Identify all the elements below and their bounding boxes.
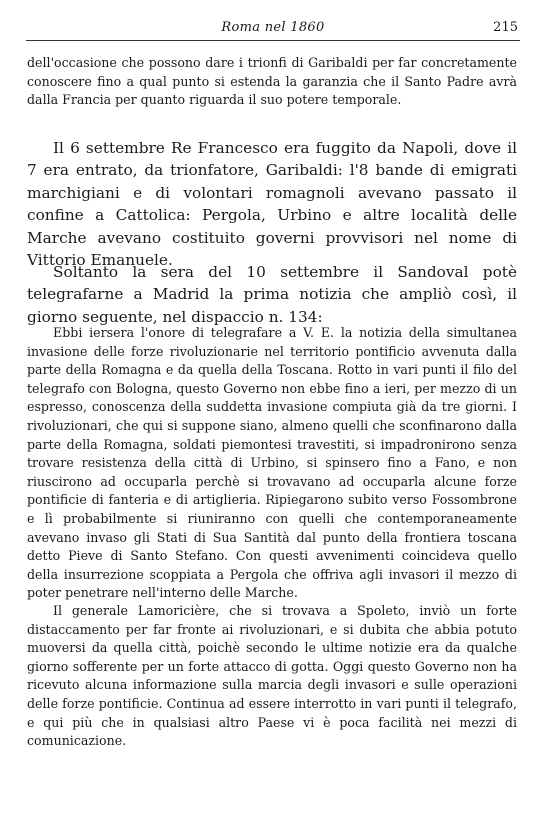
paragraph-text: Ebbi iersera l'onore di telegrafare a V. E. la notizia della simultanea invasione delle forze rivoluzionarie nel territorio pontificio avvenuta dalla parte della Romagna e da quella della Toscana. Rotto in vari punti il filo del telegrafo con Bologna, questo Governo non ebbe fino a ieri, per mezzo di un espresso, conoscenza della suddetta invasione compiuta già da tre giorni. I rivoluzionari, che qui si suppone siano, almeno quelli che sconfinarono dalla parte della Romagna, soldati piemontesi travestiti, si impadronirono senza trovare resistenza della città di Urbino, si spinsero fino a Fano, e non riuscirono ad occuparla perchè si trovavano ad occuparla alcune forze pontificie di fanteria e di artiglieria. Ripiegarono subito verso Fossombrone e lì probabilmente si riuniranno con quelli che contemporaneamente avevano invaso gli Stati di Sua Santità dal punto della frontiera toscana detto Pieve di Santo Stefano. Con questi avvenimenti coincideva quello della insurrezione scoppiata a Pergola che offriva agli invasori il mezzo di poter penetrare nell'interno delle Marche. <box>27 325 517 601</box>
paragraph-text: Il generale Lamoricière, che si trovava a Spoleto, inviò un forte distaccamento per far fronte ai rivoluzionari, e si dubita che abbia potuto muoversi da quella città, poichè secondo le ultime notizie era da qualche giorno sofferente per un forte attacco di gotta. Oggi questo Governo non ha ricevuto alcuna informazione sulla marcia degli invasori e sulle operazioni delle forze pontificie. Continua ad essere interrotto in vari punti il telegrafo, e qui più che in qualsiasi altro Paese vi è poca facilità nei mezzi di comunicazione. <box>27 603 517 749</box>
page-number: 215 <box>493 20 518 35</box>
dispatch-quote-paragraph <box>27 324 517 603</box>
dispatch-quote-paragraph <box>27 602 517 751</box>
paragraph-text: Il 6 settembre Re Francesco era fuggito da Napoli, dove il 7 era entrato, da trionfatore, Garibaldi: l'8 bande di emigrati marchigiani e di volontari romagnoli avevano passato il confine a Cattolica: Pergola, Urbino e altre località delle Marche avevano costituito governi provvisori nel nome di Vittorio Emanuele. <box>27 139 517 270</box>
paragraph-text: Soltanto la sera del 10 settembre il Sandoval potè telegrafarne a Madrid la prima notizia che ampliò così, il giorno seguente, nel dispaccio n. 134: <box>27 263 517 326</box>
paragraph-text: dell'occasione che possono dare i trionfi di Garibaldi per far concretamente conoscere fino a qual punto si estenda la garanzia che il Santo Padre avrà dalla Francia per quanto riguarda il suo potere temporale. <box>27 55 517 108</box>
running-header <box>26 18 520 41</box>
running-title: Roma nel 1860 <box>221 20 325 35</box>
continued-quote-paragraph <box>27 54 517 110</box>
narrative-paragraph <box>27 261 517 328</box>
narrative-paragraph <box>27 137 517 271</box>
